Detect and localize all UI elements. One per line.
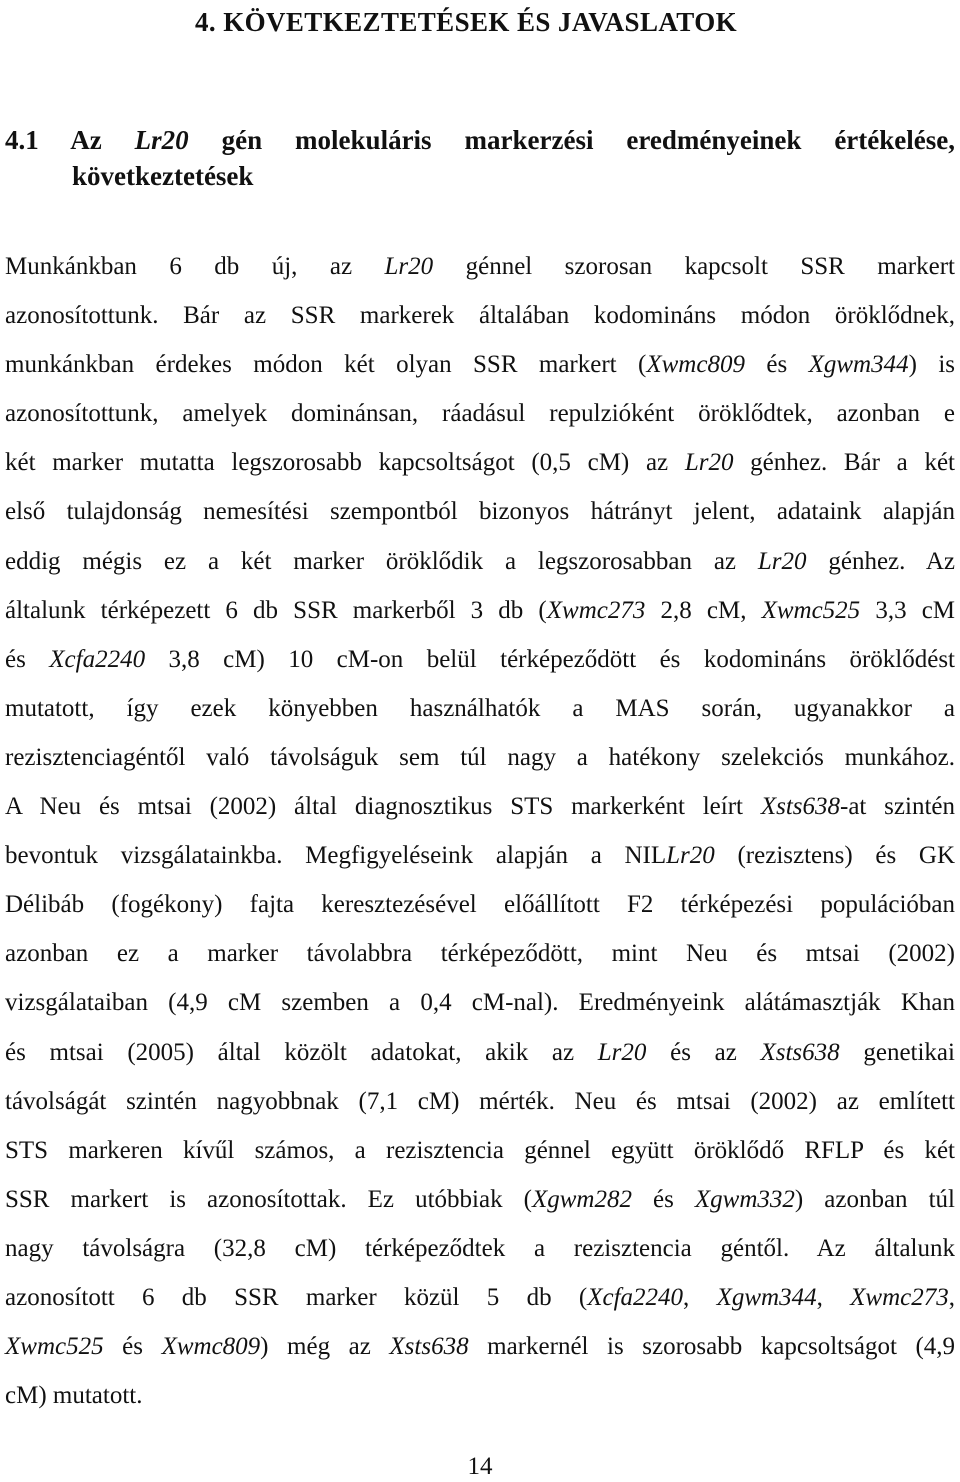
section-title-gene: Lr20 [134, 125, 189, 155]
section-title-line-2: következtetések [72, 161, 254, 191]
body-paragraph [5, 242, 955, 1420]
text-line: rezisztenciagéntől való távolságuk sem túl nagy a hatékony szelekciós munkához. [5, 743, 955, 771]
text-line: SSR markert is azonosítottak. Ez utóbbiak (Xgwm282 és Xgwm332) azonban túl [5, 1185, 956, 1213]
page-number: 14 [467, 1453, 493, 1480]
section-title [5, 122, 955, 194]
text-line: azonosítottunk, amelyek dominánsan, ráadásul repulzióként öröklődtek, azonban e [5, 400, 955, 428]
text-line: A Neu és mtsai (2002) által diagnosztikus STS markerként leírt Xsts638-at szintén [5, 793, 955, 821]
text-line: vizsgálataiban (4,9 cM szemben a 0,4 cM-nal). Eredményeink alátámasztják Khan [5, 989, 955, 1017]
section-title-suffix: gén molekuláris markerzési eredményeinek értékelése, [188, 125, 955, 155]
text-line: nagy távolságra (32,8 cM) térképeződtek a rezisztencia géntől. Az általunk [5, 1234, 955, 1262]
text-line: cM) mutatott. [5, 1382, 143, 1410]
text-line: és mtsai (2005) által közölt adatokat, akik az Lr20 és az Xsts638 genetikai [5, 1038, 955, 1066]
text-line: Xwmc525 és Xwmc809) még az Xsts638 markernél is szorosabb kapcsoltságot (4,9 [5, 1333, 956, 1361]
text-line: STS markeren kívűl számos, a rezisztencia génnel együtt öröklődő RFLP és két [5, 1136, 955, 1164]
section-title-line-1 [5, 122, 955, 158]
text-line: bevontuk vizsgálatainkba. Megfigyeléseink alapján a NILLr20 (rezisztens) és GK [5, 842, 955, 870]
text-line: munkánkban érdekes módon két olyan SSR markert (Xwmc809 és Xgwm344) is [5, 351, 956, 379]
text-line: azonban ez a marker távolabbra térképeződött, mint Neu és mtsai (2002) [5, 940, 955, 968]
text-line: két marker mutatta legszorosabb kapcsoltságot (0,5 cM) az Lr20 génhez. Bár a két [5, 449, 955, 477]
text-line: mutatott, így ezek könyebben használhatók a MAS során, ugyanakkor a [5, 694, 955, 722]
text-line: és Xcfa2240 3,8 cM) 10 cM-on belül térképeződött és kodomináns öröklődést [5, 645, 956, 673]
text-line: azonosítottunk. Bár az SSR markerek általában kodomináns módon öröklődnek, [5, 302, 955, 330]
section-title-prefix: 4.1 Az [5, 125, 135, 155]
text-line: első tulajdonság nemesítési szempontból bizonyos hátrányt jelent, adataink alapján [5, 498, 955, 526]
document-page [5, 0, 955, 1479]
text-line: távolságát szintén nagyobbnak (7,1 cM) mérték. Neu és mtsai (2002) az említett [5, 1087, 955, 1115]
text-line: Munkánkban 6 db új, az Lr20 génnel szorosan kapcsolt SSR markert [5, 253, 955, 280]
text-line: Délibáb (fogékony) fajta keresztezésével előállított F2 térképezési populációban [5, 891, 955, 919]
text-line: általunk térképezett 6 db SSR markerből 3 db (Xwmc273 2,8 cM, Xwmc525 3,3 cM [5, 596, 956, 624]
text-line: eddig mégis ez a két marker öröklődik a legszorosabban az Lr20 génhez. Az [5, 547, 955, 575]
chapter-title: 4. KÖVETKEZTETÉSEK ÉS JAVASLATOK [195, 7, 738, 37]
text-line: azonosított 6 db SSR marker közül 5 db (Xcfa2240, Xgwm344, Xwmc273, [5, 1283, 955, 1311]
